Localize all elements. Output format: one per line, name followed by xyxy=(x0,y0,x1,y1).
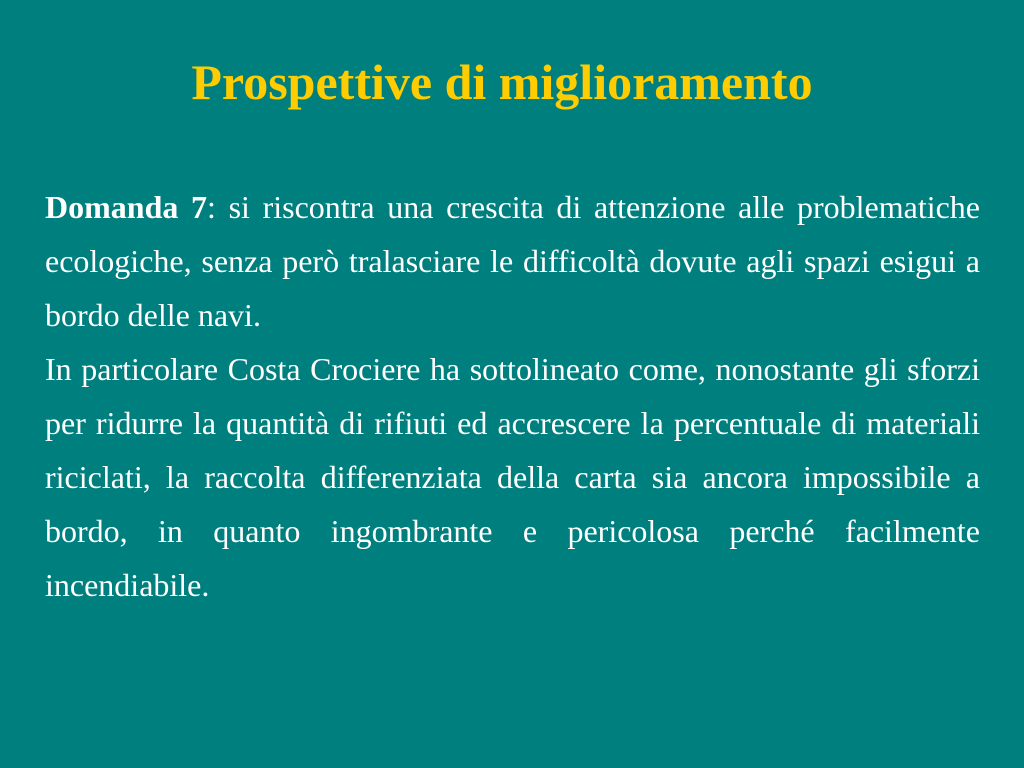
paragraph-domanda xyxy=(45,180,980,342)
slide-body xyxy=(45,180,980,612)
paragraph-costa: In particolare Costa Crociere ha sottolineato come, nonostante gli sforzi per ridurre la quantità di rifiuti ed accrescere la percentuale di materiali riciclati, la raccolta differenziata della carta sia ancora impossibile a bordo, in quanto ingombrante e pericolosa perché facilmente incendiabile. xyxy=(45,351,980,603)
question-text: : si riscontra una crescita di attenzione alle problematiche ecologiche, senza però tralasciare le difficoltà dovute agli spazi esigui a bordo delle navi. xyxy=(45,189,981,333)
question-label: Domanda 7 xyxy=(45,189,208,225)
slide-title: Prospettive di miglioramento xyxy=(191,54,813,110)
